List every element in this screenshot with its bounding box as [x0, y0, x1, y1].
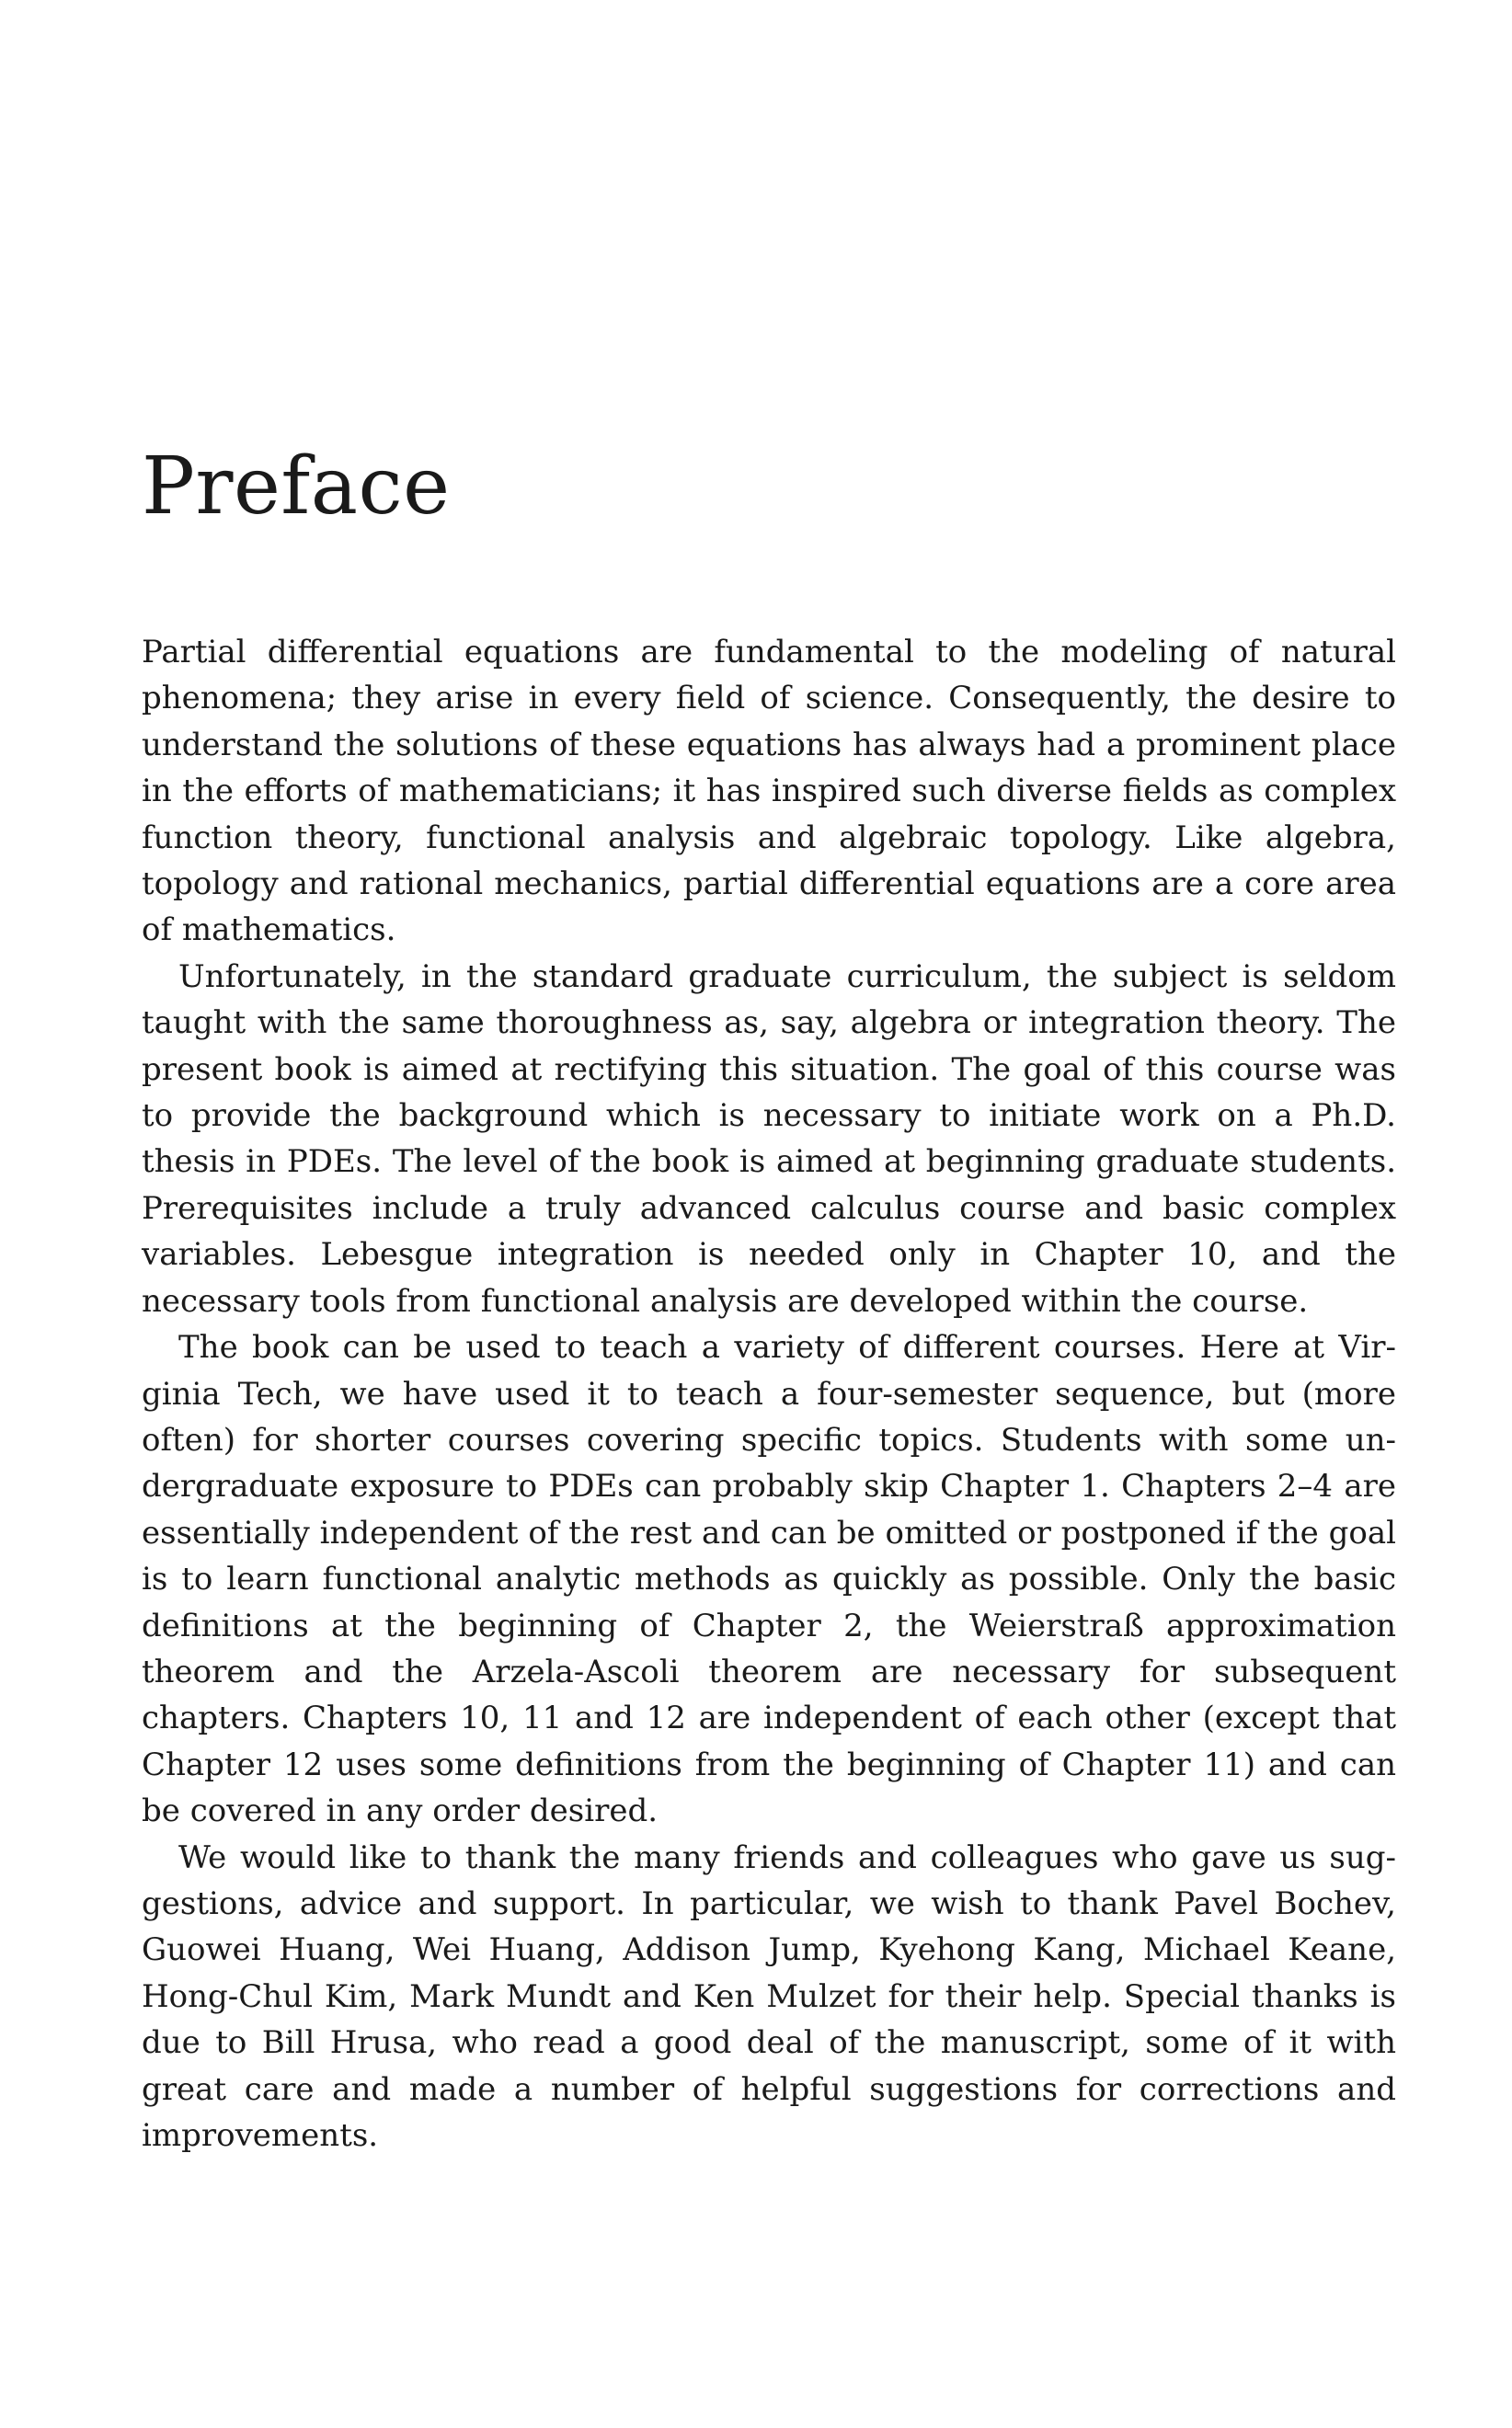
paragraph-acknowledgments: We would like to thank the many friends and colleagues who gave us suggestions, advice and support. In particular, we wish to thank Pavel Bochev, Guowei Huang, Wei Huang, Addison Jump, Kyehong Kang, Michael Keane, Hong-Chul Kim, Mark Mundt and Ken Mulzet for their help. Special thanks is due to Bill Hrusa, who read a good deal of the manuscript, some of it with great care and made a number of helpful suggestions for corrections and improvements.: [142, 1838, 1396, 2154]
paragraph-purpose: Unfortunately, in the standard graduate curriculum, the subject is seldom taught with the same thoroughness as, say, algebra or integration theory. The present book is aimed at rectifying this situation. The goal of this course was to provide the background which is necessary to initiate work on a Ph.D. thesis in PDEs. The level of the book is aimed at beginning graduate students. Prerequisites include a truly advanced calculus course and basic complex variables. Lebesgue integration is needed only in Chapter 10, and the necessary tools from functional analysis are developed within the course.: [142, 957, 1396, 1320]
page-title: Preface: [142, 441, 451, 533]
preface-body: [142, 629, 1396, 2159]
paragraph-usage: The book can be used to teach a variety of different courses. Here at Virginia Tech, we have used it to teach a four-semester sequence, but (more often) for shorter courses covering specific topics. Students with some undergraduate exposure to PDEs can probably skip Chapter 1. Chapters 2–4 are essentially independent of the rest and can be omitted or postponed if the goal is to learn functional analytic methods as quickly as possible. Only the basic definitions at the beginning of Chapter 2, the Weierstraß approximation theorem and the Arzela-Ascoli theorem are necessary for subsequent chapters. Chapters 10, 11 and 12 are independent of each other (except that Chapter 12 uses some definitions from the beginning of Chapter 11) and can be covered in any order desired.: [142, 1329, 1396, 1830]
paragraph-intro: Partial differential equations are fundamental to the modeling of natural phenomena; they arise in every field of science. Consequently, the desire to understand the solutions of these equations has always had a prominent place in the efforts of mathematicians; it has inspired such diverse fields as complex function theory, functional analysis and algebraic topology. Like algebra, topology and rational mechanics, partial differential equations are a core area of mathematics.: [142, 634, 1396, 949]
